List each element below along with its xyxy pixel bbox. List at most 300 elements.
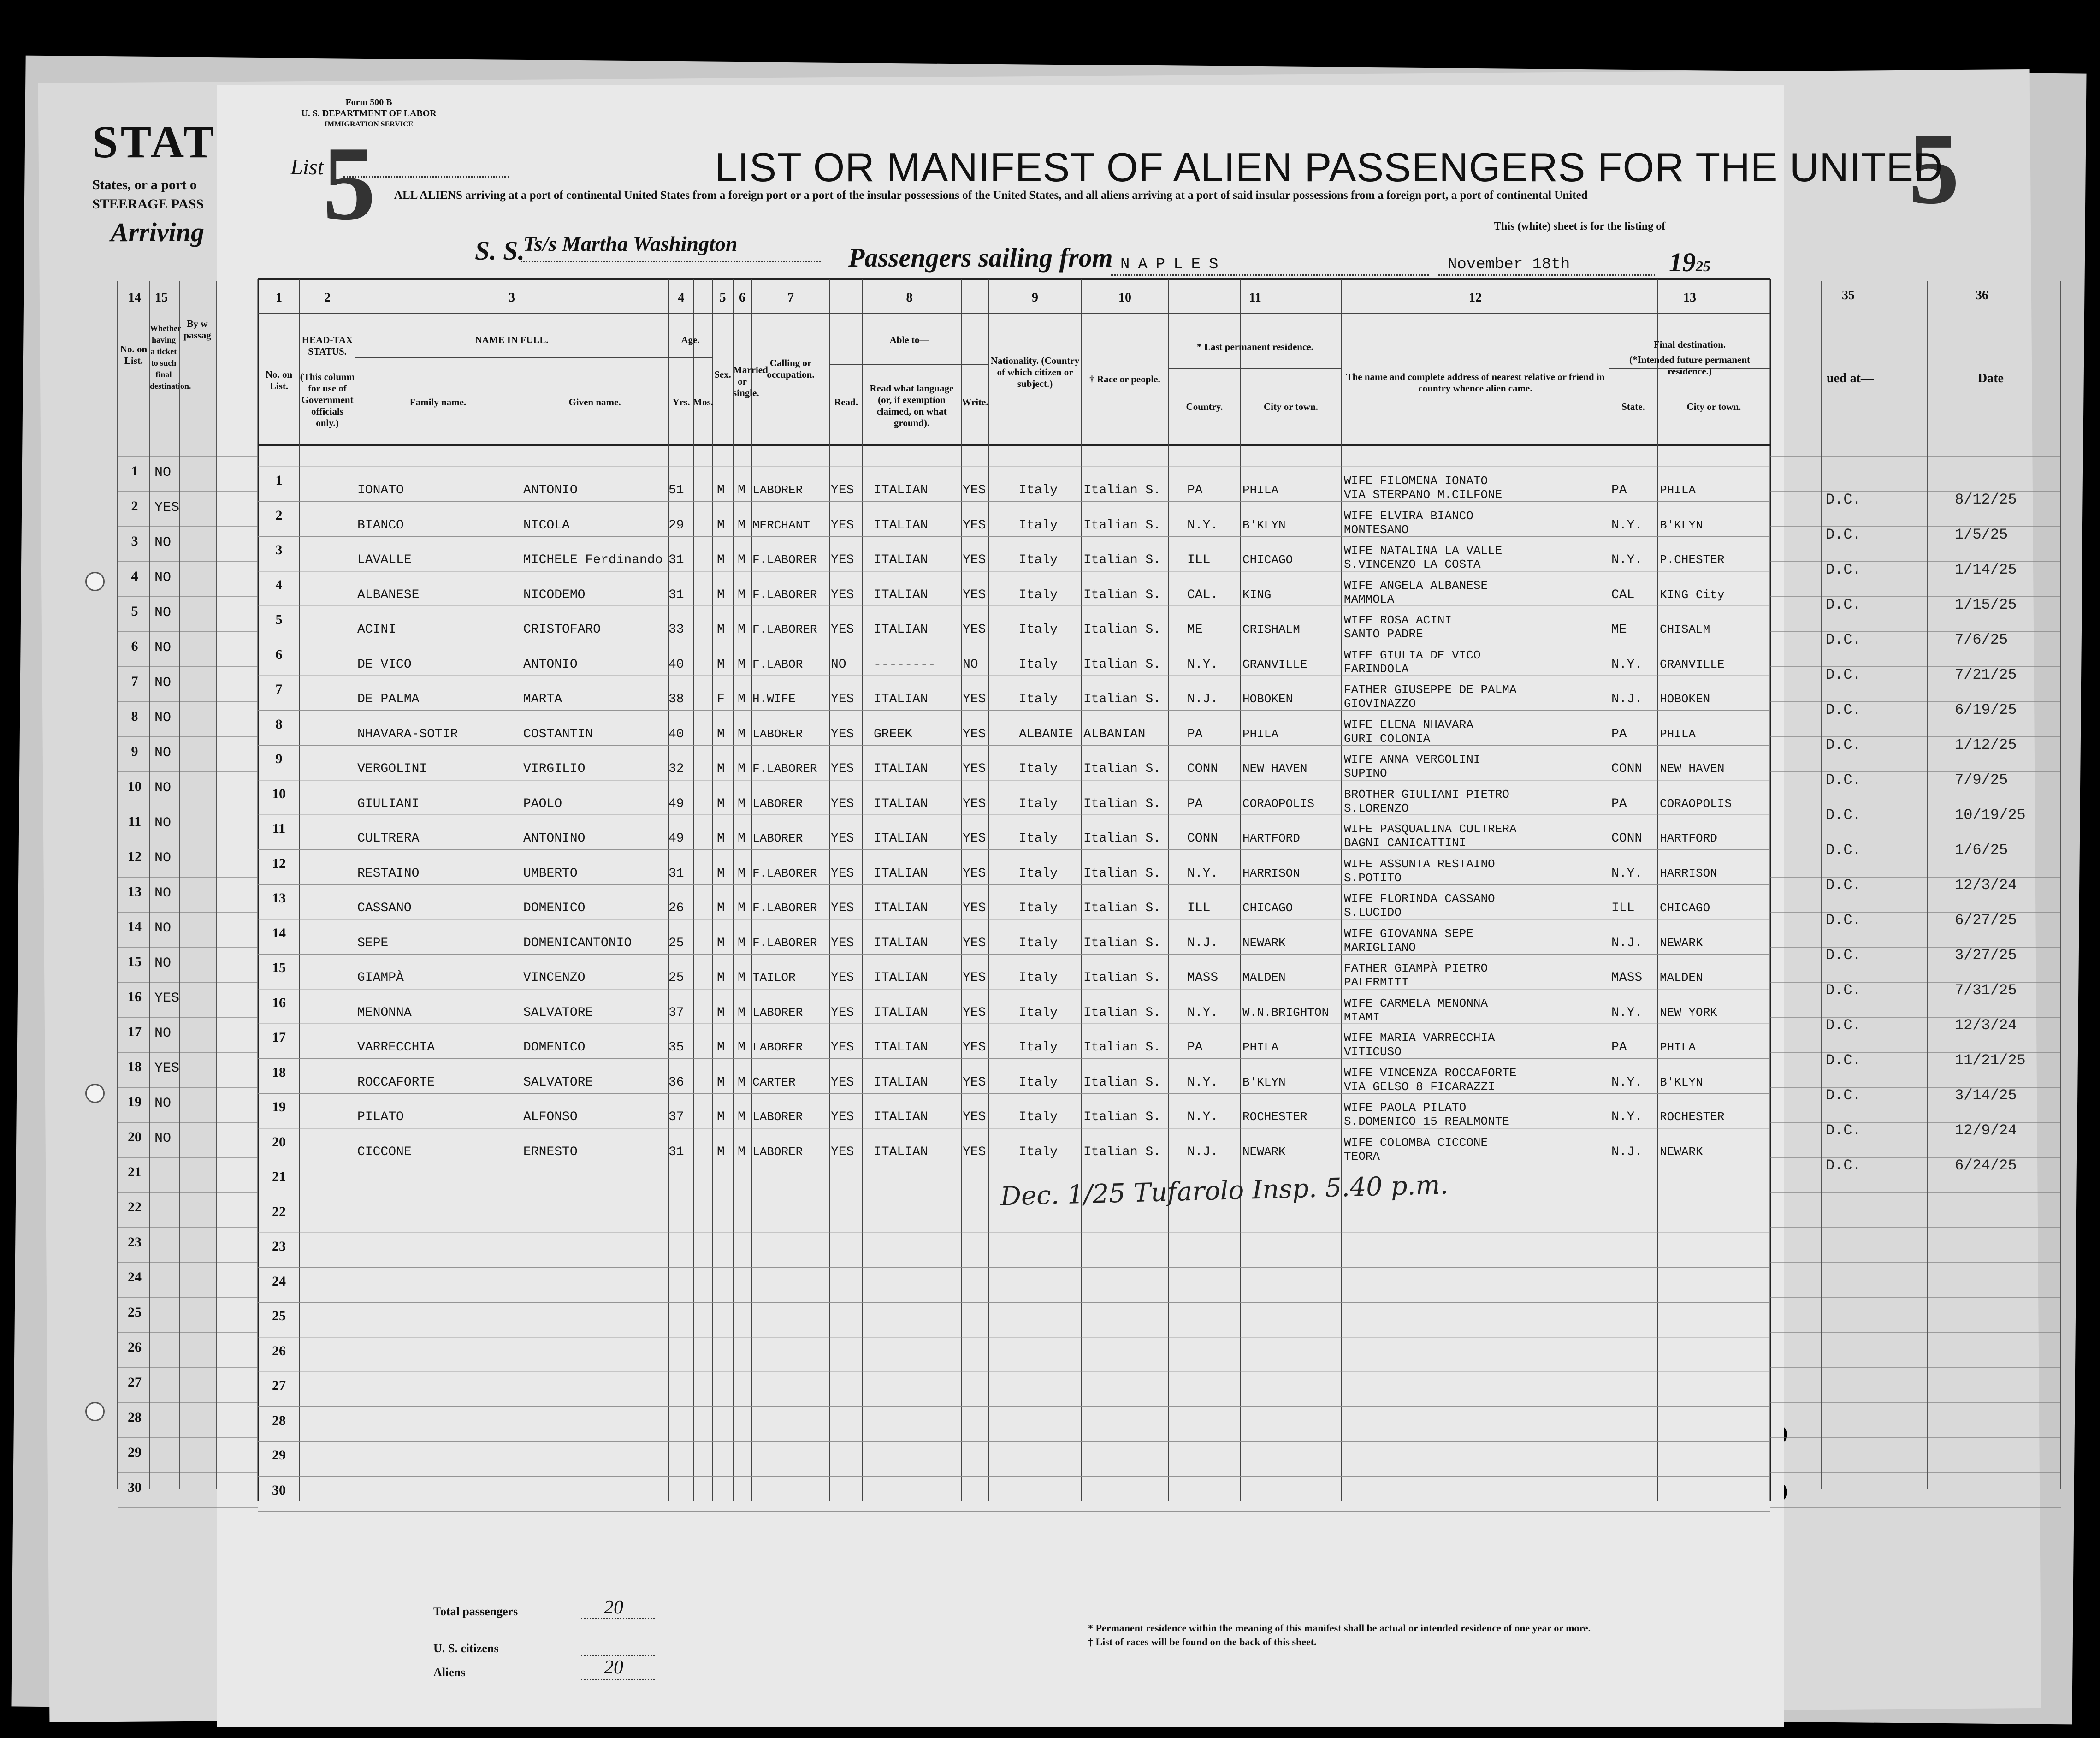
- family-name: NHAVARA-SOTIR: [357, 727, 458, 741]
- can-read: YES: [831, 727, 854, 741]
- header-head-tax-note: (This column for use of Government officials only.): [300, 371, 355, 428]
- residence-city: NEW HAVEN: [1242, 762, 1307, 776]
- can-write: YES: [963, 692, 986, 706]
- destination-state: N.Y.: [1611, 553, 1643, 567]
- underlying-row-number: 18: [128, 1059, 142, 1074]
- ss-label: S. S.: [475, 236, 525, 266]
- issued-at: D.C.: [1826, 807, 1861, 824]
- given-name: SALVATORE: [523, 1005, 593, 1020]
- nationality: Italy: [1019, 518, 1058, 533]
- can-write: YES: [963, 971, 986, 985]
- marital-status: M: [738, 1040, 745, 1055]
- residence-country: N.Y.: [1187, 1110, 1219, 1124]
- can-write: YES: [963, 727, 986, 741]
- nationality: Italy: [1019, 587, 1058, 602]
- marital-status: M: [738, 692, 745, 706]
- family-name: VARRECCHIA: [357, 1040, 435, 1055]
- total-passengers-value: 20: [604, 1597, 623, 1618]
- marital-status: M: [738, 866, 745, 881]
- ticket-answer: NO: [154, 675, 172, 691]
- header-name-in-full: NAME IN FULL.: [475, 334, 549, 345]
- issued-at: D.C.: [1826, 947, 1861, 964]
- header-final-destination: Final destination.: [1653, 339, 1726, 350]
- family-name: GIAMPÀ: [357, 971, 404, 985]
- destination-city: ROCHESTER: [1660, 1110, 1725, 1124]
- issue-date: 3/27/25: [1955, 947, 2017, 964]
- sex: M: [717, 587, 725, 602]
- issue-date: 8/12/25: [1955, 491, 2017, 508]
- punch-hole: [85, 1402, 105, 1421]
- residence-country: N.J.: [1187, 936, 1219, 950]
- issued-at: D.C.: [1826, 877, 1861, 894]
- sex: M: [717, 831, 725, 846]
- residence-country: ILL: [1187, 553, 1211, 567]
- list-label: List: [290, 155, 324, 179]
- relative-name: FATHER GIUSEPPE DE PALMA: [1344, 683, 1517, 697]
- marital-status: M: [738, 1145, 745, 1159]
- can-read: YES: [831, 936, 854, 950]
- relative-name: WIFE ELVIRA BIANCO: [1344, 509, 1473, 523]
- issued-at: D.C.: [1826, 1052, 1861, 1069]
- read-language: ITALIAN: [874, 796, 928, 811]
- header-read: Read.: [834, 397, 858, 408]
- can-read: YES: [831, 587, 854, 602]
- destination-state: N.Y.: [1611, 1110, 1643, 1124]
- destination-state: N.J.: [1611, 692, 1643, 706]
- header-city: City or town.: [1263, 401, 1319, 412]
- age-years: 25: [668, 971, 684, 985]
- column-number: 8: [906, 291, 913, 305]
- occupation: TAILOR: [752, 971, 796, 985]
- issued-at: D.C.: [1826, 1157, 1861, 1174]
- issued-at: D.C.: [1826, 771, 1861, 789]
- row-number: 26: [272, 1343, 286, 1358]
- underlying-row-number: 21: [128, 1164, 142, 1180]
- underlying-row-number: 26: [128, 1340, 142, 1355]
- occupation: F.LABORER: [752, 587, 817, 602]
- occupation: F.LABORER: [752, 762, 817, 776]
- underlying-row-number: 8: [131, 709, 138, 724]
- row-number: 13: [272, 890, 286, 906]
- underlying-row-number: 6: [131, 639, 138, 654]
- underlying-title: STAT: [92, 116, 217, 167]
- destination-city: MALDEN: [1660, 971, 1703, 985]
- column-number: 6: [739, 291, 745, 305]
- relative-name: BROTHER GIULIANI PIETRO: [1344, 787, 1509, 801]
- relative-address: MONTESANO: [1344, 522, 1409, 537]
- column-number: 11: [1249, 291, 1261, 305]
- relative-name: WIFE NATALINA LA VALLE: [1344, 544, 1503, 558]
- header-read-language: Read what language (or, if exemption claimed, on what ground).: [870, 383, 954, 428]
- race: Italian S.: [1083, 796, 1161, 811]
- race: Italian S.: [1083, 692, 1161, 706]
- age-years: 37: [668, 1110, 684, 1124]
- age-years: 32: [668, 762, 684, 776]
- row-number: 16: [272, 995, 286, 1010]
- residence-city: B'KLYN: [1242, 1075, 1286, 1089]
- age-years: 38: [668, 692, 684, 706]
- underlying-row-number: 28: [128, 1410, 142, 1425]
- sex: M: [717, 1145, 725, 1159]
- can-read: YES: [831, 796, 854, 811]
- relative-name: WIFE GIOVANNA SEPE: [1344, 926, 1473, 941]
- residence-city: NEWARK: [1242, 1145, 1286, 1159]
- relative-address: TEORA: [1344, 1149, 1380, 1163]
- age-years: 31: [668, 587, 684, 602]
- read-language: ITALIAN: [874, 1075, 928, 1090]
- issue-date: 1/12/25: [1955, 736, 2017, 753]
- nationality: Italy: [1019, 1110, 1058, 1124]
- date-line: [1438, 274, 1655, 276]
- nationality: Italy: [1019, 936, 1058, 950]
- occupation: LABORER: [752, 1110, 803, 1124]
- nationality: Italy: [1019, 831, 1058, 846]
- residence-city: PHILA: [1242, 483, 1279, 497]
- can-read: YES: [831, 553, 854, 567]
- underlying-col-36: 36: [1976, 288, 1988, 303]
- can-write: YES: [963, 518, 986, 533]
- residence-country: N.J.: [1187, 692, 1219, 706]
- can-write: YES: [963, 901, 986, 915]
- destination-city: NEWARK: [1660, 936, 1703, 950]
- given-name: ANTONIO: [523, 483, 578, 498]
- residence-country: CONN: [1187, 831, 1219, 846]
- destination-city: NEW HAVEN: [1660, 762, 1725, 776]
- issued-at: D.C.: [1826, 982, 1861, 999]
- ticket-answer: YES: [154, 500, 180, 516]
- residence-city: MALDEN: [1242, 971, 1286, 985]
- destination-state: PA: [1611, 796, 1627, 811]
- underlying-row-number: 12: [128, 849, 142, 864]
- marital-status: M: [738, 483, 745, 498]
- residence-city: CRISHALM: [1242, 623, 1300, 636]
- residence-country: PA: [1187, 727, 1203, 741]
- relative-name: WIFE ROSA ACINI: [1344, 613, 1452, 627]
- marital-status: M: [738, 1075, 745, 1090]
- header-calling: Calling or occupation.: [767, 357, 815, 380]
- can-write: YES: [963, 866, 986, 881]
- issue-date: 6/19/25: [1955, 701, 2017, 718]
- underlying-list-number: 5: [1909, 113, 1959, 225]
- nationality: Italy: [1019, 971, 1058, 985]
- row-number: 9: [275, 751, 283, 766]
- header-nationality: Nationality. (Country of which citizen or subject.): [990, 355, 1080, 389]
- given-name: ERNESTO: [523, 1145, 578, 1159]
- row-number: 7: [275, 682, 283, 697]
- issued-at: D.C.: [1826, 1087, 1861, 1104]
- issued-at: D.C.: [1826, 701, 1861, 718]
- underlying-row-number: 19: [128, 1094, 142, 1109]
- family-name: ALBANESE: [357, 587, 420, 602]
- underlying-col-15: 15: [155, 291, 168, 305]
- can-write: YES: [963, 796, 986, 811]
- row-number: 18: [272, 1064, 286, 1080]
- issued-at: D.C.: [1826, 666, 1861, 683]
- manifest-sheet: [217, 85, 1784, 1727]
- relative-name: FATHER GIAMPÀ PIETRO: [1344, 961, 1488, 975]
- issue-date: 7/9/25: [1955, 771, 2008, 789]
- family-name: LAVALLE: [357, 553, 412, 567]
- relative-name: WIFE FILOMENA IONATO: [1344, 474, 1488, 488]
- residence-city: HARTFORD: [1242, 831, 1300, 845]
- relative-name: WIFE ASSUNTA RESTAINO: [1344, 857, 1495, 871]
- column-number: 10: [1118, 291, 1131, 305]
- header-head-tax: HEAD-TAX STATUS.: [302, 334, 353, 357]
- ticket-answer: NO: [154, 1096, 172, 1111]
- header-married: Married or single.: [733, 364, 768, 398]
- ticket-answer: NO: [154, 570, 172, 586]
- underlying-row-number: 15: [128, 954, 142, 969]
- can-write: YES: [963, 1040, 986, 1055]
- nationality: Italy: [1019, 1040, 1058, 1055]
- issued-at: D.C.: [1826, 561, 1861, 578]
- read-language: ITALIAN: [874, 692, 928, 706]
- residence-country: CONN: [1187, 762, 1219, 776]
- destination-city: PHILA: [1660, 727, 1696, 741]
- marital-status: M: [738, 518, 745, 533]
- residence-country: ME: [1187, 623, 1203, 637]
- underlying-row-number: 20: [128, 1129, 142, 1145]
- issue-date: 3/14/25: [1955, 1087, 2017, 1104]
- race: Italian S.: [1083, 657, 1161, 672]
- occupation: H.WIFE: [752, 692, 796, 706]
- underlying-row-number: 17: [128, 1024, 142, 1039]
- issued-at: D.C.: [1826, 1017, 1861, 1034]
- race: ALBANIAN: [1083, 727, 1146, 741]
- race: Italian S.: [1083, 1110, 1161, 1124]
- marital-status: M: [738, 1005, 745, 1020]
- ticket-answer: NO: [154, 920, 172, 936]
- marital-status: M: [738, 587, 745, 602]
- destination-state: ILL: [1611, 901, 1635, 915]
- race: Italian S.: [1083, 587, 1161, 602]
- issue-date: 7/6/25: [1955, 631, 2008, 648]
- occupation: F.LABORER: [752, 936, 817, 950]
- occupation: CARTER: [752, 1075, 796, 1089]
- given-name: ALFONSO: [523, 1110, 578, 1124]
- occupation: LABORER: [752, 727, 803, 741]
- age-years: 35: [668, 1040, 684, 1055]
- marital-status: M: [738, 971, 745, 985]
- residence-country: MASS: [1187, 971, 1219, 985]
- aliens-value: 20: [604, 1657, 623, 1678]
- issued-at: D.C.: [1826, 912, 1861, 929]
- residence-country: N.Y.: [1187, 1005, 1219, 1020]
- can-write: YES: [963, 1075, 986, 1090]
- relative-address: VIA STERPANO M.CILFONE: [1344, 488, 1503, 502]
- can-write: YES: [963, 623, 986, 637]
- can-read: YES: [831, 831, 854, 846]
- family-name: MENONNA: [357, 1005, 412, 1020]
- sex: M: [717, 1040, 725, 1055]
- race: Italian S.: [1083, 762, 1161, 776]
- age-years: 31: [668, 1145, 684, 1159]
- row-number: 27: [272, 1378, 286, 1393]
- ticket-answer: NO: [154, 710, 172, 726]
- nationality: Italy: [1019, 1005, 1058, 1020]
- given-name: DOMENICO: [523, 901, 586, 915]
- relative-address: MIAMI: [1344, 1010, 1380, 1024]
- row-number: 14: [272, 925, 286, 941]
- underlying-row-number: 11: [128, 814, 142, 829]
- relative-name: WIFE PASQUALINA CULTRERA: [1344, 822, 1517, 836]
- row-number: 2: [275, 507, 283, 523]
- read-language: ITALIAN: [874, 1145, 928, 1159]
- header-last-residence: * Last permanent residence.: [1197, 341, 1313, 352]
- occupation: F.LABORER: [752, 866, 817, 880]
- sex: M: [717, 901, 725, 915]
- read-language: ITALIAN: [874, 762, 928, 776]
- family-name: GIULIANI: [357, 796, 420, 811]
- given-name: ANTONINO: [523, 831, 586, 846]
- underlying-row-number: 13: [128, 884, 142, 899]
- occupation: MERCHANT: [752, 518, 810, 532]
- issue-date: 6/27/25: [1955, 912, 2017, 929]
- race: Italian S.: [1083, 936, 1161, 950]
- race: Italian S.: [1083, 831, 1161, 846]
- can-write: YES: [963, 1110, 986, 1124]
- destination-city: PHILA: [1660, 1040, 1696, 1054]
- header-sex: Sex.: [714, 369, 731, 380]
- occupation: F.LABORER: [752, 623, 817, 636]
- relative-address: GIOVINAZZO: [1344, 697, 1416, 711]
- race: Italian S.: [1083, 1040, 1161, 1055]
- nationality: ALBANIE: [1019, 727, 1073, 741]
- issue-date: 7/21/25: [1955, 666, 2017, 683]
- residence-city: GRANVILLE: [1242, 657, 1307, 671]
- list-number: 5: [323, 125, 376, 242]
- residence-city: KING: [1242, 587, 1272, 602]
- sex: M: [717, 971, 725, 985]
- underlying-col-14: 14: [128, 291, 141, 305]
- read-language: --------: [874, 657, 936, 672]
- residence-country: PA: [1187, 483, 1203, 498]
- row-number: 28: [272, 1412, 286, 1428]
- issued-at: D.C.: [1826, 631, 1861, 648]
- can-read: YES: [831, 901, 854, 915]
- ticket-answer: YES: [154, 991, 180, 1006]
- underlying-row-number: 27: [128, 1375, 142, 1390]
- can-read: YES: [831, 1040, 854, 1055]
- ticket-answer: NO: [154, 815, 172, 831]
- underlying-row-number: 7: [131, 674, 138, 689]
- destination-state: N.J.: [1611, 1145, 1643, 1159]
- sex: M: [717, 762, 725, 776]
- issue-date: 1/14/25: [1955, 561, 2017, 578]
- nationality: Italy: [1019, 866, 1058, 881]
- manifest-title: LIST OR MANIFEST OF ALIEN PASSENGERS FOR THE UNITED: [715, 144, 1944, 190]
- age-years: 33: [668, 623, 684, 637]
- read-language: ITALIAN: [874, 936, 928, 950]
- can-write: YES: [963, 483, 986, 498]
- residence-city: CHICAGO: [1242, 901, 1293, 915]
- relative-name: WIFE ANGELA ALBANESE: [1344, 578, 1488, 593]
- age-years: 25: [668, 936, 684, 950]
- aliens-label: Aliens: [433, 1666, 466, 1679]
- header-no-on-list: No. on List.: [265, 369, 293, 391]
- marital-status: M: [738, 727, 745, 741]
- can-write: YES: [963, 831, 986, 846]
- row-number: 12: [272, 855, 286, 871]
- family-name: DE VICO: [357, 657, 412, 672]
- residence-city: HARRISON: [1242, 866, 1300, 880]
- given-name: DOMENICO: [523, 1040, 586, 1055]
- family-name: SEPE: [357, 936, 389, 950]
- family-name: CASSANO: [357, 901, 412, 915]
- can-write: YES: [963, 936, 986, 950]
- relative-name: WIFE PAOLA PILATO: [1344, 1101, 1467, 1115]
- occupation: LABORER: [752, 1040, 803, 1054]
- nationality: Italy: [1019, 692, 1058, 706]
- issue-date: 7/31/25: [1955, 982, 2017, 999]
- relative-name: WIFE FLORINDA CASSANO: [1344, 892, 1495, 906]
- destination-state: PA: [1611, 1040, 1627, 1055]
- nationality: Italy: [1019, 623, 1058, 637]
- relative-address: S.POTITO: [1344, 871, 1402, 885]
- given-name: SALVATORE: [523, 1075, 593, 1090]
- row-number: 15: [272, 960, 286, 975]
- race: Italian S.: [1083, 1075, 1161, 1090]
- read-language: ITALIAN: [874, 901, 928, 915]
- read-language: ITALIAN: [874, 553, 928, 567]
- destination-state: N.Y.: [1611, 1075, 1643, 1090]
- us-citizens-label: U. S. citizens: [433, 1642, 499, 1655]
- issue-date: 12/3/24: [1955, 1017, 2017, 1034]
- can-write: YES: [963, 553, 986, 567]
- header-given-name: Given name.: [568, 397, 621, 408]
- given-name: PAOLO: [523, 796, 562, 811]
- destination-state: CONN: [1611, 831, 1643, 846]
- can-read: YES: [831, 971, 854, 985]
- sailing-year: 1925: [1669, 247, 1710, 277]
- relative-address: VIA GELSO 8 FICARAZZI: [1344, 1080, 1495, 1094]
- age-years: 29: [668, 518, 684, 533]
- relative-address: VITICUSO: [1344, 1045, 1402, 1059]
- marital-status: M: [738, 901, 745, 915]
- issue-date: 1/5/25: [1955, 526, 2008, 543]
- sex: M: [717, 866, 725, 881]
- underlying-row-number: 22: [128, 1199, 142, 1215]
- read-language: ITALIAN: [874, 587, 928, 602]
- can-read: YES: [831, 1110, 854, 1124]
- occupation: F.LABORER: [752, 901, 817, 915]
- issue-date: 12/3/24: [1955, 877, 2017, 894]
- issue-date: 1/6/25: [1955, 842, 2008, 859]
- relative-name: WIFE GIULIA DE VICO: [1344, 648, 1481, 662]
- residence-country: CAL.: [1187, 587, 1219, 602]
- race: Italian S.: [1083, 901, 1161, 915]
- relative-address: S.LUCIDO: [1344, 906, 1402, 919]
- column-number: 4: [678, 291, 685, 305]
- relative-address: S.VINCENZO LA COSTA: [1344, 558, 1481, 571]
- ticket-answer: YES: [154, 1061, 180, 1076]
- residence-city: CHICAGO: [1242, 553, 1293, 567]
- destination-city: PHILA: [1660, 483, 1696, 497]
- race: Italian S.: [1083, 1005, 1161, 1020]
- residence-country: ILL: [1187, 901, 1211, 915]
- destination-city: NEW YORK: [1660, 1005, 1717, 1020]
- header-yrs: Yrs.: [672, 397, 690, 408]
- punch-hole: [85, 1084, 105, 1103]
- row-number: 4: [275, 577, 283, 593]
- destination-city: GRANVILLE: [1660, 657, 1725, 671]
- nationality: Italy: [1019, 1075, 1058, 1090]
- ticket-answer: NO: [154, 885, 172, 901]
- sex: M: [717, 1005, 725, 1020]
- given-name: MARTA: [523, 692, 562, 706]
- relative-name: WIFE ANNA VERGOLINI: [1344, 753, 1481, 766]
- age-years: 36: [668, 1075, 684, 1090]
